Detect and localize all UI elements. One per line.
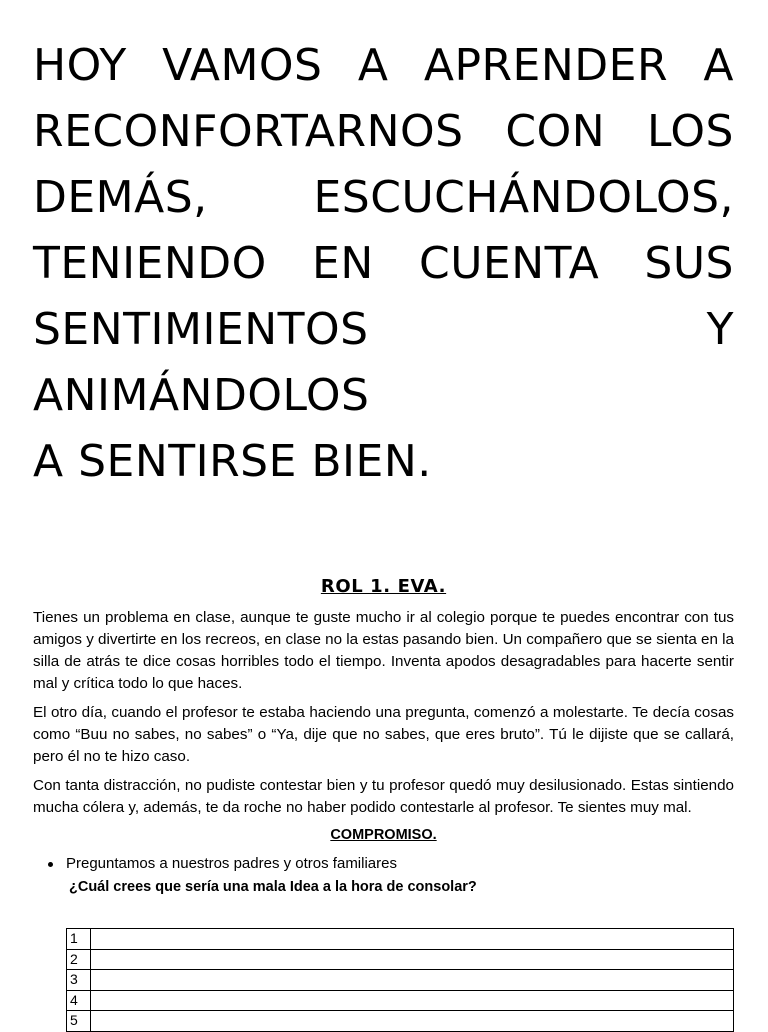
- row-number: 1: [67, 929, 91, 950]
- answer-cell[interactable]: [91, 929, 734, 950]
- role-description: [33, 607, 734, 826]
- headline-line: SENTIMIENTOS Y ANIMÁNDOLOS: [33, 304, 734, 421]
- paragraph: Con tanta distracción, no pudiste contestar bien y tu profesor quedó muy desilusionado. Estas sintiendo mucha cólera y, además, te da roche no haber podido contestarle al profesor. Te sientes muy mal.: [33, 777, 734, 816]
- commitment-title: COMPROMISO.: [330, 827, 437, 843]
- table-row: [67, 990, 734, 1011]
- answer-cell[interactable]: [91, 970, 734, 991]
- headline: [33, 0, 734, 495]
- document-page: [33, 0, 734, 1029]
- role-title: ROL 1. EVA.: [320, 576, 447, 597]
- row-number: 3: [67, 970, 91, 991]
- paragraph: Tienes un problema en clase, aunque te guste mucho ir al colegio porque te puedes encontrar con tus amigos y divertirte en los recreos, en clase no la estas pasando bien. Un compañero que se sienta en la silla de atrás te dice cosas horribles todo el tiempo. Inventa apodos desagradables para hacerte sentir mal y crítica todo lo que haces.: [33, 609, 734, 692]
- table-row: [67, 929, 734, 950]
- headline-line: HOY VAMOS A APRENDER A: [33, 40, 734, 91]
- answer-cell[interactable]: [91, 949, 734, 970]
- headline-line: RECONFORTARNOS CON LOS: [33, 106, 734, 157]
- answer-cell[interactable]: [91, 990, 734, 1011]
- headline-line: DEMÁS, ESCUCHÁNDOLOS,: [33, 172, 734, 223]
- headline-line: TENIENDO EN CUENTA SUS: [33, 238, 734, 289]
- answer-table: [66, 928, 734, 1032]
- answer-cell[interactable]: [91, 1011, 734, 1032]
- table-row: [67, 1011, 734, 1032]
- paragraph: El otro día, cuando el profesor te estaba haciendo una pregunta, comenzó a molestarte. Te decía cosas como “Buu no sabes, no sabes” o “Ya, dije que no sabes, que eres bruto”. Tú le dijiste que se callará, pero él no te hizo caso.: [33, 704, 734, 765]
- row-number: 4: [67, 990, 91, 1011]
- commitment-question: ¿Cuál crees que sería una mala Idea a la hora de consolar?: [69, 879, 477, 895]
- row-number: 5: [67, 1011, 91, 1032]
- table-row: [67, 970, 734, 991]
- list-item: Preguntamos a nuestros padres y otros familiares: [33, 853, 734, 875]
- commitment-list: [33, 853, 734, 875]
- row-number: 2: [67, 949, 91, 970]
- headline-line: A SENTIRSE BIEN.: [33, 436, 432, 487]
- table-row: [67, 949, 734, 970]
